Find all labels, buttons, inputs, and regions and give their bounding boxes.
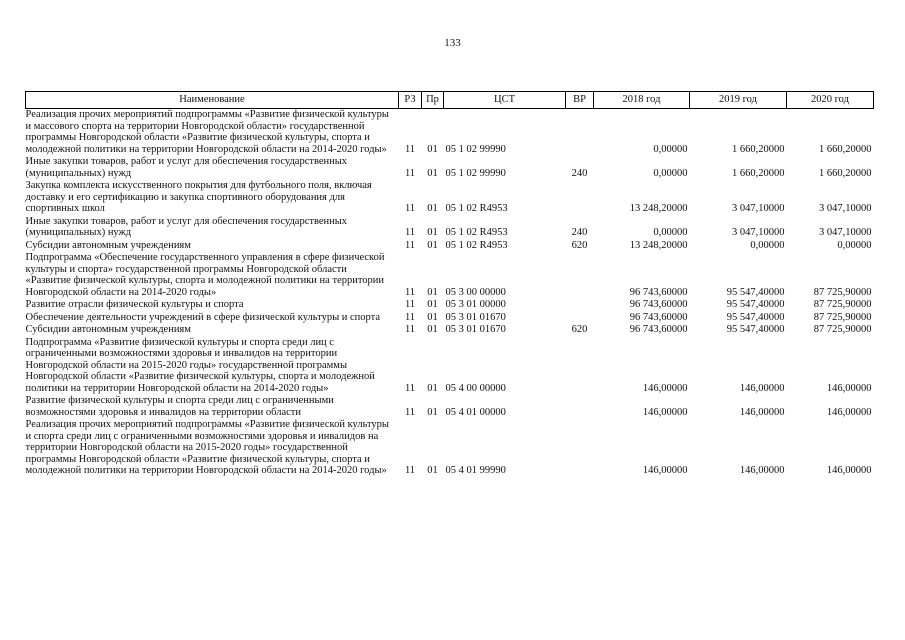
header-pr: Пр [422,92,444,109]
cell-name: Реализация прочих мероприятий подпрограммы «Развитие физической культуры и массового спорта на территории Новгородской области» государственной программы Новгородской области «Развитие физической культуры, спорта и молодежной политики на территории Новгородской области на 2014-2020 годы» [25,109,389,155]
cell-2019: 95 547,40000 [726,299,785,310]
cell-pr: 01 [427,167,438,179]
cell-cst: 05 1 02 R4953 [445,239,508,251]
header-2019: 2019 год [690,92,787,109]
cell-2020: 87 725,90000 [813,299,872,310]
header-2018: 2018 год [594,92,690,109]
cell-vr [566,395,594,419]
cell-pr: 01 [427,324,438,335]
cell-pr: 01 [427,406,438,418]
cell-2018: 0,00000 [653,167,688,179]
table-row [26,240,874,253]
cell-cst: 05 3 00 00000 [445,286,506,298]
cell-vr [566,180,594,216]
cell-name: Развитие физической культуры и спорта среди лиц с ограниченными возможностями здоровья и инвалидов на территории области [25,395,334,418]
cell-pr: 01 [427,203,438,214]
cell-2018: 146,00000 [642,382,688,394]
cell-pr: 01 [427,143,438,155]
header-vr: ВР [566,92,594,109]
table-row [26,337,874,396]
cell-cst: 05 4 00 00000 [445,382,506,394]
cell-2020: 146,00000 [826,465,872,476]
cell-name: Иные закупки товаров, работ и услуг для обеспечения государственных (муниципальных) нужд [25,156,348,179]
cell-rz: 11 [404,203,416,214]
cell-rz: 11 [404,382,416,394]
cell-cst: 05 4 01 00000 [445,406,506,418]
cell-cst: 05 1 02 99990 [445,143,506,155]
cell-2019: 0,00000 [750,239,785,251]
header-cst: ЦСТ [444,92,566,109]
cell-rz: 11 [404,324,416,335]
cell-pr: 01 [427,286,438,298]
cell-2018: 146,00000 [642,406,688,418]
cell-2019: 95 547,40000 [726,324,785,335]
cell-rz: 11 [404,286,416,298]
cell-vr: 620 [571,239,588,251]
cell-cst: 05 1 02 R4953 [445,203,508,214]
cell-2018: 13 248,20000 [629,239,688,251]
table-row [26,324,874,337]
cell-2020: 146,00000 [826,382,872,394]
cell-pr: 01 [427,299,438,310]
cell-name: Субсидии автономным учреждениям [25,239,191,251]
cell-cst: 05 3 01 01670 [445,311,506,323]
cell-rz: 11 [404,239,416,251]
cell-vr [566,299,594,312]
cell-rz: 11 [404,406,416,418]
cell-2019: 3 047,10000 [732,227,785,238]
cell-2019: 1 660,20000 [732,167,785,179]
cell-2020: 3 047,10000 [819,227,872,238]
cell-2018: 146,00000 [642,465,688,476]
cell-name: Субсидии автономным учреждениям [25,324,191,335]
cell-pr: 01 [427,227,438,238]
cell-vr [566,337,594,396]
cell-vr [566,419,594,478]
cell-2019: 146,00000 [739,465,785,476]
cell-name: Обеспечение деятельности учреждений в сфере физической культуры и спорта [25,311,381,323]
cell-cst: 05 4 01 99990 [445,465,506,476]
cell-vr [566,109,594,157]
cell-rz: 11 [404,465,416,476]
cell-2020: 1 660,20000 [819,143,872,155]
table-row [26,216,874,240]
cell-2020: 146,00000 [826,406,872,418]
cell-name: Иные закупки товаров, работ и услуг для обеспечения государственных (муниципальных) нужд [25,215,348,238]
cell-pr: 01 [427,311,438,323]
cell-vr [566,312,594,325]
table-header-row [26,92,874,109]
cell-vr: 240 [571,227,588,238]
cell-vr: 620 [571,324,588,335]
cell-cst: 05 3 01 00000 [445,299,506,310]
cell-rz: 11 [404,311,416,323]
cell-2018: 0,00000 [653,227,688,238]
cell-2019: 3 047,10000 [732,203,785,214]
cell-2020: 87 725,90000 [813,324,872,335]
cell-2018: 96 743,60000 [629,286,688,298]
cell-2019: 95 547,40000 [726,311,785,323]
table-row [26,180,874,216]
cell-pr: 01 [427,382,438,394]
table-row [26,395,874,419]
header-2020: 2020 год [787,92,874,109]
table-row [26,299,874,312]
cell-vr: 240 [571,167,588,179]
cell-vr [566,252,594,299]
table-row [26,419,874,478]
cell-cst: 05 3 01 01670 [445,324,506,335]
cell-pr: 01 [427,465,438,476]
cell-rz: 11 [404,167,416,179]
cell-rz: 11 [404,299,416,310]
cell-2018: 96 743,60000 [629,311,688,323]
header-rz: РЗ [399,92,422,109]
cell-cst: 05 1 02 99990 [445,167,506,179]
cell-name: Подпрограмма «Обеспечение государственного управления в сфере физической культуры и спорта» государственной программы Новгородской области «Развитие физической культуры, спорта и молодежной политики на территории Новгородской области на 2014-2020 годы» [25,252,385,298]
cell-name: Развитие отрасли физической культуры и спорта [25,299,244,310]
cell-name: Реализация прочих мероприятий подпрограммы «Развитие физической культуры и спорта среди лиц с ограниченными возможностями здоровья и инвалидов на территории Новгородской области на 2015-2020 годы» государственной программы Новгородской области «Развитие физической культуры, спорта и молодежной политики на территории Новгородской области на 2014-2020 годы» [25,419,389,476]
cell-2019: 146,00000 [739,382,785,394]
cell-rz: 11 [404,143,416,155]
cell-pr: 01 [427,239,438,251]
cell-2020: 87 725,90000 [813,286,872,298]
cell-2020: 3 047,10000 [819,203,872,214]
table-row [26,156,874,180]
cell-name: Подпрограмма «Развитие физической культуры и спорта среди лиц с ограниченными возможностями здоровья и инвалидов на территории Новгородской области на 2015-2020 годы» государственной программы Новгородской области «Развитие физической культуры, спорта и молодежной политики на территории Новгородской области на 2014-2020 годы» [25,336,375,394]
cell-2019: 1 660,20000 [732,143,785,155]
cell-2018: 96 743,60000 [629,299,688,310]
cell-2019: 95 547,40000 [726,286,785,298]
header-name: Наименование [26,92,399,109]
cell-cst: 05 1 02 R4953 [445,227,508,238]
cell-name: Закупка комплекта искусственного покрытия для футбольного поля, включая доставку и его сертификацию и закупка спортивного оборудования для спортивных школ [25,180,372,214]
cell-2018: 0,00000 [653,143,688,155]
page-number: 133 [444,37,461,49]
cell-2019: 146,00000 [739,406,785,418]
table-row [26,109,874,157]
cell-2020: 0,00000 [837,239,872,251]
cell-2018: 96 743,60000 [629,324,688,335]
cell-2020: 87 725,90000 [813,311,872,323]
table-row [26,252,874,299]
cell-rz: 11 [404,227,416,238]
cell-2018: 13 248,20000 [629,203,688,214]
budget-table [25,91,874,478]
table-row [26,312,874,325]
cell-2020: 1 660,20000 [819,167,872,179]
